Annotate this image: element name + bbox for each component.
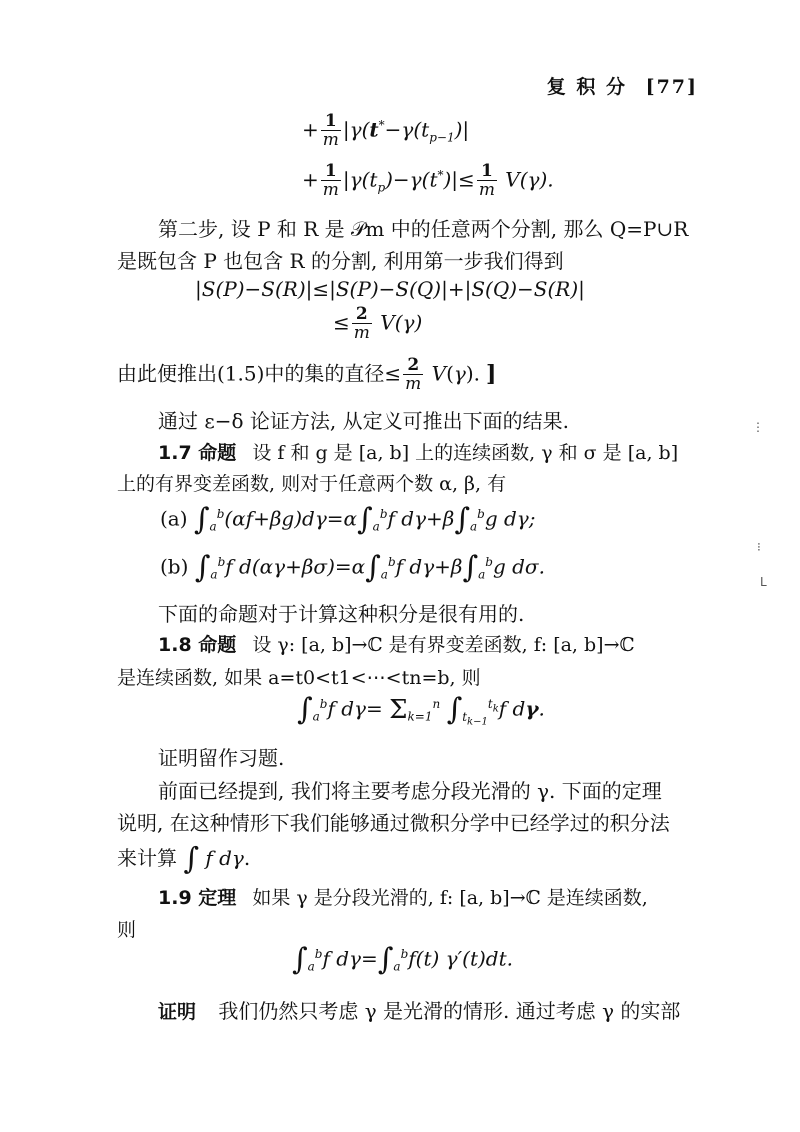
para-smooth-line3: 来计算 ∫ f dγ. (117, 841, 251, 877)
para-step2-line2: 是既包含 P 也包含 R 的分割, 利用第一步我们得到 (117, 249, 564, 273)
prop18-text1: 设 γ: [a, b]→ℂ 是有界变差函数, f: [a, b]→ℂ (252, 634, 635, 656)
eq-top-line1: + $\frac{1}{m}$ $|\gamma(t^*-\gamma(t_{p-1})|$ (302, 111, 470, 150)
thm19-text1: 如果 γ 是分段光滑的, f: [a, b]→ℂ 是连续函数, (252, 887, 648, 909)
prop17-item-b: (b) $\int_a^bf$ $d(\alpha\gamma+\beta\sigma)=\alpha\int_a^bf$ $d\gamma+\beta\int_a^bg$ dσ. (160, 550, 545, 585)
thm19-line2: 则 (117, 919, 137, 941)
para-smooth-line2: 说明, 在这种情形下我们能够通过微积分学中已经学过的积分法 (117, 811, 670, 835)
prop18-label: 1.8 命题 (158, 634, 237, 656)
running-header (547, 72, 698, 99)
prop17-line1 (158, 438, 678, 465)
proof-label: 证明 (158, 1001, 197, 1023)
para-diameter: 由此便推出(1.5)中的集的直径≤ $\frac{2}{m}$ V(γ). ] (117, 355, 497, 394)
running-title: 复 积 分 (546, 76, 627, 98)
qed-mark: ] (486, 360, 497, 387)
thm19-formula: $\int_a^bf$ $d\gamma=\int_a^bf(t)$ γ′(t)dt. (292, 942, 513, 977)
thm19-label: 1.9 定理 (158, 887, 237, 909)
eq-step2-line2: ≤ $\frac{2}{m}$ V(γ) (333, 304, 423, 343)
scan-marks: ᒪ (760, 575, 767, 589)
para-proof-exercise: 证明留作习题. (158, 746, 285, 770)
scan-marks: ⁝ (757, 540, 761, 554)
proof-text: 我们仍然只考虑 γ 是光滑的情形. 通过考虑 γ 的实部 (218, 999, 681, 1023)
prop18-line2: 是连续函数, 如果 a=t0<t1<⋯<tn=b, 则 (117, 667, 481, 689)
page-number: [77] (645, 76, 698, 98)
scan-marks: ⋮ (752, 420, 764, 434)
para-step2-line1: 第二步, 设 P 和 R 是 𝒫m 中的任意两个分割, 那么 Q=P∪R (158, 217, 689, 241)
prop17-item-a: (a) $\int_a^b(\alpha f+\beta g)d\gamma=\alpha\int_a^bf$ $d\gamma+\beta\int_a^bg$ dγ; (160, 502, 536, 537)
para-eps-delta: 通过 ε−δ 论证方法, 从定义可推出下面的结果. (158, 409, 569, 433)
prop18-line1 (158, 630, 635, 657)
thm19-line1 (158, 883, 648, 910)
prop17-label: 1.7 命题 (158, 442, 237, 464)
para-useful: 下面的命题对于计算这种积分是很有用的. (158, 602, 525, 626)
para-smooth-line1: 前面已经提到, 我们将主要考虑分段光滑的 γ. 下面的定理 (158, 779, 662, 803)
prop18-formula: $\int_a^bf$ $d\gamma= \Sigma_{k=1}^n$ $\int_{t_{k-1}}^{t_k}f$ dγ. (297, 692, 545, 727)
prop17-line2: 上的有界变差函数, 则对于任意两个数 α, β, 有 (117, 473, 507, 495)
eq-step2-line1: |S(P)−S(R)|≤|S(P)−S(Q)|+|S(Q)−S(R)| (195, 277, 585, 301)
proof-line (158, 995, 680, 1024)
prop17-text1: 设 f 和 g 是 [a, b] 上的连续函数, γ 和 σ 是 [a, b] (252, 442, 679, 464)
eq-top-line2: + $\frac{1}{m}$ $|\gamma(t_p)-\gamma(t^*)|\le$ $\frac{1}{m}$ V(γ). (302, 161, 554, 200)
